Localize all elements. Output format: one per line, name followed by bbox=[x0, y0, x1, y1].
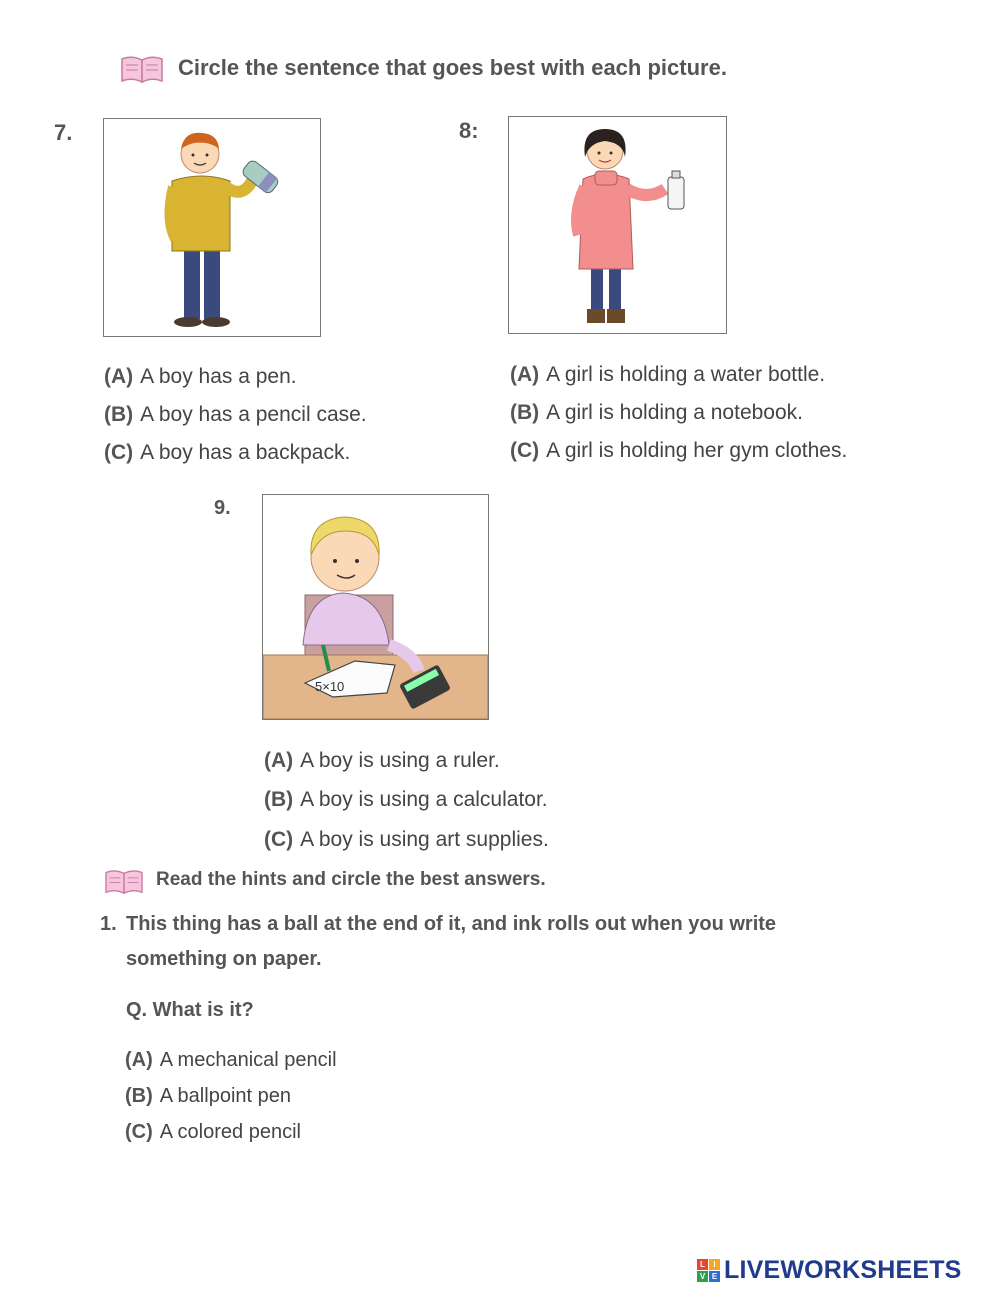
logo-mark bbox=[697, 1259, 720, 1282]
q8-option-b[interactable]: (B) A girl is holding a notebook. bbox=[510, 401, 803, 424]
book-icon bbox=[120, 54, 164, 84]
q8-option-a[interactable]: (A) A girl is holding a water bottle. bbox=[510, 363, 826, 386]
hint1-option-c[interactable]: (C) A colored pencil bbox=[125, 1121, 301, 1143]
q8-number: 8: bbox=[459, 118, 479, 143]
logo-text: LIVEWORKSHEETS bbox=[724, 1256, 962, 1284]
q9-option-a[interactable]: (A) A boy is using a ruler. bbox=[264, 749, 500, 772]
q7-option-a[interactable]: (A) A boy has a pen. bbox=[104, 365, 297, 388]
hint1-option-b[interactable]: (B) A ballpoint pen bbox=[125, 1085, 291, 1107]
q7-picture bbox=[103, 118, 321, 337]
q8-picture bbox=[508, 116, 727, 334]
boy-figure bbox=[170, 133, 280, 327]
logo-letter: V bbox=[697, 1271, 708, 1282]
liveworksheets-logo[interactable] bbox=[697, 1256, 962, 1285]
q7-option-c[interactable]: (C) A boy has a backpack. bbox=[104, 441, 351, 464]
q9-option-b[interactable]: (B) A boy is using a calculator. bbox=[264, 788, 548, 811]
boy-at-desk-figure bbox=[263, 517, 488, 719]
hint1-number: 1. bbox=[100, 913, 117, 935]
hint1-option-a[interactable]: (A) A mechanical pencil bbox=[125, 1049, 337, 1071]
hint1-question: Q. What is it? bbox=[126, 999, 254, 1021]
q9-picture bbox=[262, 494, 489, 720]
notebook-text: 5×10 bbox=[315, 679, 345, 694]
q8-option-c[interactable]: (C) A girl is holding her gym clothes. bbox=[510, 439, 848, 462]
hint1-text-line1: This thing has a ball at the end of it, and ink rolls out when you write bbox=[126, 913, 777, 935]
section1-instruction: Circle the sentence that goes best with each picture. bbox=[178, 55, 727, 80]
q7-number: 7. bbox=[54, 120, 73, 145]
logo-letter: I bbox=[709, 1259, 720, 1270]
girl-figure bbox=[577, 129, 684, 323]
book-icon bbox=[104, 868, 144, 895]
q9-number: 9. bbox=[214, 497, 231, 519]
section2-instruction: Read the hints and circle the best answers. bbox=[156, 869, 546, 890]
logo-letter: E bbox=[709, 1271, 720, 1282]
logo-letter: L bbox=[697, 1259, 708, 1270]
q9-option-c[interactable]: (C) A boy is using art supplies. bbox=[264, 828, 549, 851]
hint1-text-line2: something on paper. bbox=[126, 948, 322, 970]
q7-option-b[interactable]: (B) A boy has a pencil case. bbox=[104, 403, 367, 426]
